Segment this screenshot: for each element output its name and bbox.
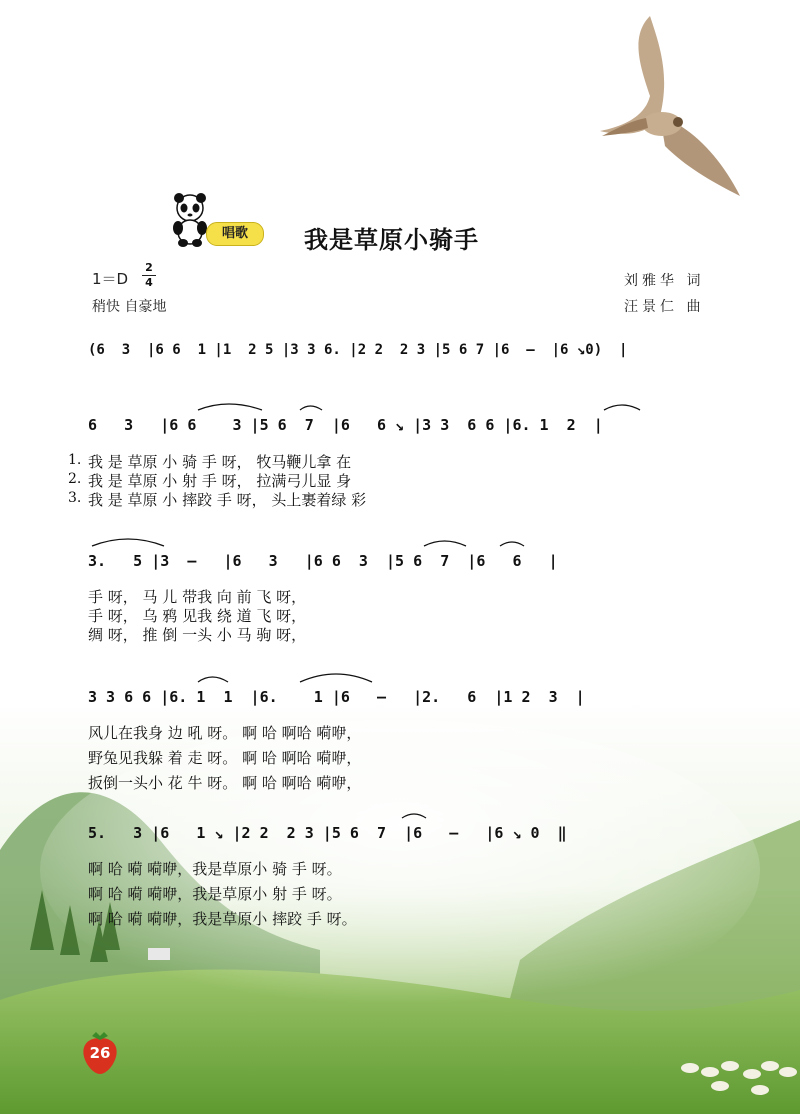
system-3-lyric-3: 扳倒一头小 花 牛 呀。 啊 哈 啊哈 嗬咿， [88, 774, 362, 792]
verse-number-1: 1. [68, 452, 82, 468]
composer-credit: 汪景仁 曲 [624, 299, 705, 315]
tempo-marking: 稍快 自豪地 [92, 299, 167, 315]
lyricist-credit: 刘雅华 词 [624, 273, 705, 289]
slur-mark [198, 677, 228, 682]
slur-mark [300, 674, 372, 682]
slur-mark [300, 406, 322, 410]
system-1-notation: 6 3 |6 6 3 |5 6 7 |6 6 ↘ |3 3 6 6 |6. 1 2 | [88, 416, 603, 434]
system-4-lyric-2: 啊 哈 嗬 嗬咿，我是草原小 射 手 呀。 [88, 885, 342, 903]
verse-number-3: 3. [68, 490, 82, 506]
slur-mark [604, 405, 640, 410]
slur-mark [198, 404, 262, 410]
sing-badge: 唱歌 [206, 222, 264, 246]
time-signature [142, 262, 156, 289]
slur-mark [500, 542, 524, 546]
page-number: 26 [89, 1044, 111, 1062]
time-signature-bottom: 4 [145, 276, 153, 289]
system-1-lyric-3: 我 是 草原 小 摔跤 手 呀， 头上裹着绿 彩 [88, 491, 367, 509]
system-3-lyric-2: 野兔见我躲 着 走 呀。 啊 哈 啊哈 嗬咿， [88, 749, 362, 767]
intro-notation: (6 3 |6 6 1 |1 2 5 |3 3 6. |2 2 2 3 |5 6 7 |6 – |6 ↘0) | [88, 342, 628, 358]
system-2-lyric-2: 手 呀， 乌 鸦 见我 绕 道 飞 呀， [88, 607, 307, 625]
system-4-lyric-1: 啊 哈 嗬 嗬咿，我是草原小 骑 手 呀。 [88, 860, 342, 878]
system-4-lyric-3: 啊 哈 嗬 嗬咿，我是草原小 摔跤 手 呀。 [88, 910, 357, 928]
page-number-badge [80, 1030, 120, 1074]
system-2-lyric-3: 绸 呀， 推 倒 一头 小 马 驹 呀， [88, 626, 307, 644]
verse-number-2: 2. [68, 471, 82, 487]
system-4-notation: 5. 3 |6 1 ↘ |2 2 2 3 |5 6 7 |6 – |6 ↘ 0 ‖ [88, 824, 567, 842]
song-title: 我是草原小骑手 [304, 226, 479, 254]
system-2-notation: 3. 5 |3 – |6 3 |6 6 3 |5 6 7 |6 6 | [88, 552, 558, 570]
eagle-illustration [590, 6, 760, 206]
system-3-notation: 3 3 6 6 |6. 1 1 |6. 1 |6 – |2. 6 |1 2 3 | [88, 688, 585, 706]
time-signature-top: 2 [145, 261, 153, 274]
key-signature: 1＝D [92, 270, 129, 288]
system-3-lyric-1: 风儿在我身 边 吼 呀。 啊 哈 啊哈 嗬咿， [88, 724, 362, 742]
system-1-lyric-1: 我 是 草原 小 骑 手 呀， 牧马鞭儿拿 在 [88, 453, 352, 471]
system-1-lyric-2: 我 是 草原 小 射 手 呀， 拉满弓儿显 身 [88, 472, 352, 490]
slur-mark [92, 539, 164, 546]
slur-mark [424, 541, 466, 546]
system-2-lyric-1: 手 呀， 马 儿 带我 向 前 飞 呀， [88, 588, 307, 606]
